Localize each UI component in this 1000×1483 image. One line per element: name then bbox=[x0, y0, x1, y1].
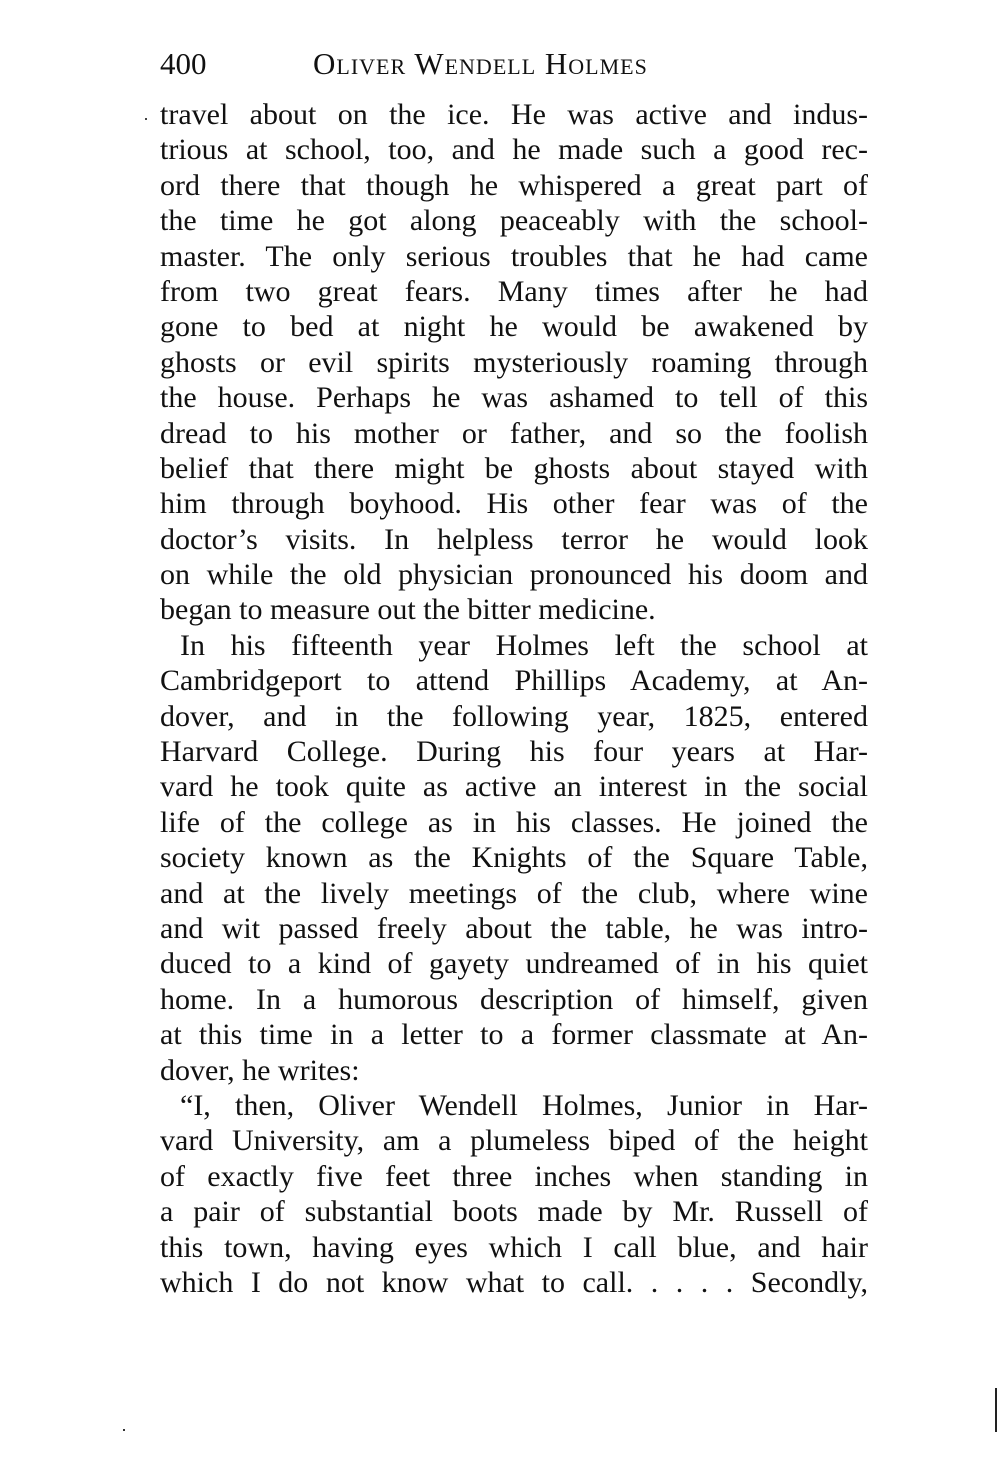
text-line: began to measure out the bitter medicine. bbox=[160, 593, 656, 627]
text-line: him through boyhood. His other fear was of the bbox=[160, 487, 868, 521]
page-number: 400 bbox=[160, 46, 207, 81]
text-line: which I do not know what to call. . . . . Secondly, bbox=[160, 1265, 868, 1299]
body-text bbox=[160, 97, 868, 1300]
text-line: dread to his mother or father, and so the foolish bbox=[160, 416, 868, 450]
text-line: vard he took quite as active an interest in the social bbox=[160, 770, 868, 804]
text-line: at this time in a letter to a former classmate at An- bbox=[160, 1018, 868, 1052]
page-header bbox=[160, 44, 870, 84]
text-line: society known as the Knights of the Square Table, bbox=[160, 841, 868, 875]
text-line: dover, he writes: bbox=[160, 1053, 360, 1087]
text-line: ord there that though he whispered a great part of bbox=[160, 168, 868, 202]
margin-mark bbox=[145, 118, 147, 120]
text-line: this town, having eyes which I call blue, and hair bbox=[160, 1230, 868, 1264]
text-line: doctor’s visits. In helpless terror he would look bbox=[160, 522, 868, 556]
text-line: gone to bed at night he would be awakened by bbox=[160, 310, 868, 344]
text-line: and at the lively meetings of the club, where wine bbox=[160, 876, 868, 910]
text-line: home. In a humorous description of himself, given bbox=[160, 982, 868, 1016]
text-line: belief that there might be ghosts about stayed with bbox=[160, 451, 868, 485]
text-line: vard University, am a plumeless biped of the height bbox=[160, 1124, 868, 1158]
text-line: trious at school, too, and he made such a good rec- bbox=[160, 133, 868, 167]
text-line: of exactly five feet three inches when standing in bbox=[160, 1159, 868, 1193]
text-line: In his fifteenth year Holmes left the school at bbox=[180, 628, 868, 662]
text-line: the time he got along peaceably with the school- bbox=[160, 204, 868, 238]
text-line: Harvard College. During his four years at Har- bbox=[160, 735, 868, 769]
text-line: master. The only serious troubles that he had came bbox=[160, 239, 868, 273]
text-line: and wit passed freely about the table, he was intro- bbox=[160, 911, 868, 945]
text-line: from two great fears. Many times after he had bbox=[160, 274, 868, 308]
scan-speck bbox=[123, 1429, 125, 1431]
text-line: Cambridgeport to attend Phillips Academy, at An- bbox=[160, 664, 868, 698]
text-line: a pair of substantial boots made by Mr. Russell of bbox=[160, 1195, 868, 1229]
text-line: travel about on the ice. He was active and indus- bbox=[160, 98, 868, 131]
text-line: duced to a kind of gayety undreamed of in his quiet bbox=[160, 947, 868, 981]
page-edge-mark bbox=[995, 1388, 997, 1432]
text-line: life of the college as in his classes. He joined the bbox=[160, 805, 868, 839]
text-line: dover, and in the following year, 1825, entered bbox=[160, 699, 868, 733]
text-line: ghosts or evil spirits mysteriously roaming through bbox=[160, 345, 868, 379]
text-line: the house. Perhaps he was ashamed to tell of this bbox=[160, 381, 868, 415]
text-line: on while the old physician pronounced his doom and bbox=[160, 558, 868, 592]
running-title: Oliver Wendell Holmes bbox=[313, 46, 648, 81]
text-line: “I, then, Oliver Wendell Holmes, Junior in Har- bbox=[180, 1088, 868, 1122]
